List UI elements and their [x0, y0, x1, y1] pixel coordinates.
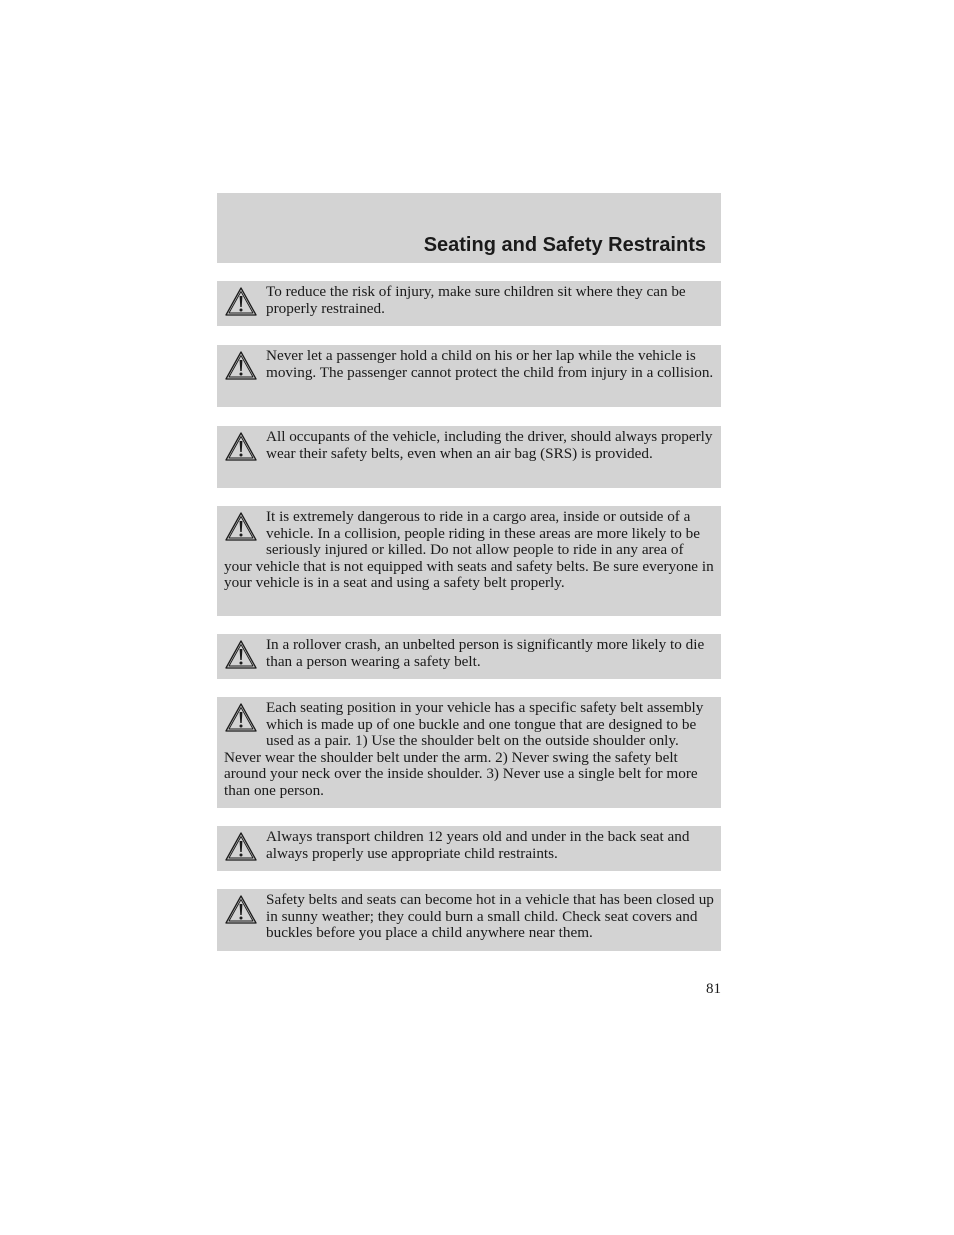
warning-text: In a rollover crash, an unbelted person is significantly more likely to die than a person wearing a safety belt.	[266, 636, 705, 670]
warning-triangle-icon	[224, 639, 258, 671]
warning-triangle-icon	[224, 702, 258, 734]
warning-box	[217, 697, 721, 808]
warning-triangle-icon	[224, 511, 258, 543]
warning-box	[217, 889, 721, 951]
warning-box	[217, 506, 721, 616]
warning-box	[217, 345, 721, 407]
warning-triangle-icon	[224, 350, 258, 382]
warning-text: Always transport children 12 years old and under in the back seat and always properly use appropriate child restraints.	[266, 828, 690, 862]
warning-triangle-icon	[224, 431, 258, 463]
warning-text: Safety belts and seats can become hot in a vehicle that has been closed up in sunny weather; they could burn a small child. Check seat covers and buckles before you place a child anywhere near them.	[266, 891, 714, 941]
warning-triangle-icon	[224, 894, 258, 926]
section-header	[217, 193, 721, 263]
warning-box	[217, 826, 721, 871]
warning-box	[217, 426, 721, 488]
warning-text: To reduce the risk of injury, make sure children sit where they can be properly restrained.	[266, 283, 686, 317]
warning-box	[217, 281, 721, 326]
warning-triangle-icon	[224, 286, 258, 318]
warning-text: Each seating position in your vehicle has a specific safety belt assembly which is made up of one buckle and one tongue that are designed to be used as a pair. 1) Use the shoulder belt on the outside shoulder only. Never wear the shoulder belt under the arm. 2) Never swing the safety belt around your neck over the inside shoulder. 3) Never use a single belt for more than one person.	[224, 699, 704, 799]
page-number: 81	[706, 981, 721, 997]
warning-text: Never let a passenger hold a child on his or her lap while the vehicle is moving. The passenger cannot protect the child from injury in a collision.	[266, 347, 714, 381]
warning-text: All occupants of the vehicle, including the driver, should always properly wear their safety belts, even when an air bag (SRS) is provided.	[266, 428, 713, 462]
warning-triangle-icon	[224, 831, 258, 863]
warning-box	[217, 634, 721, 679]
page-title: Seating and Safety Restraints	[423, 234, 706, 256]
warning-text: It is extremely dangerous to ride in a cargo area, inside or outside of a vehicle. In a collision, people riding in these areas are more likely to be seriously injured or killed. Do not allow people to ride in any area of your vehicle that is not equipped with seats and safety belts. Be sure everyone in your vehicle is in a seat and using a safety belt properly.	[224, 508, 714, 591]
